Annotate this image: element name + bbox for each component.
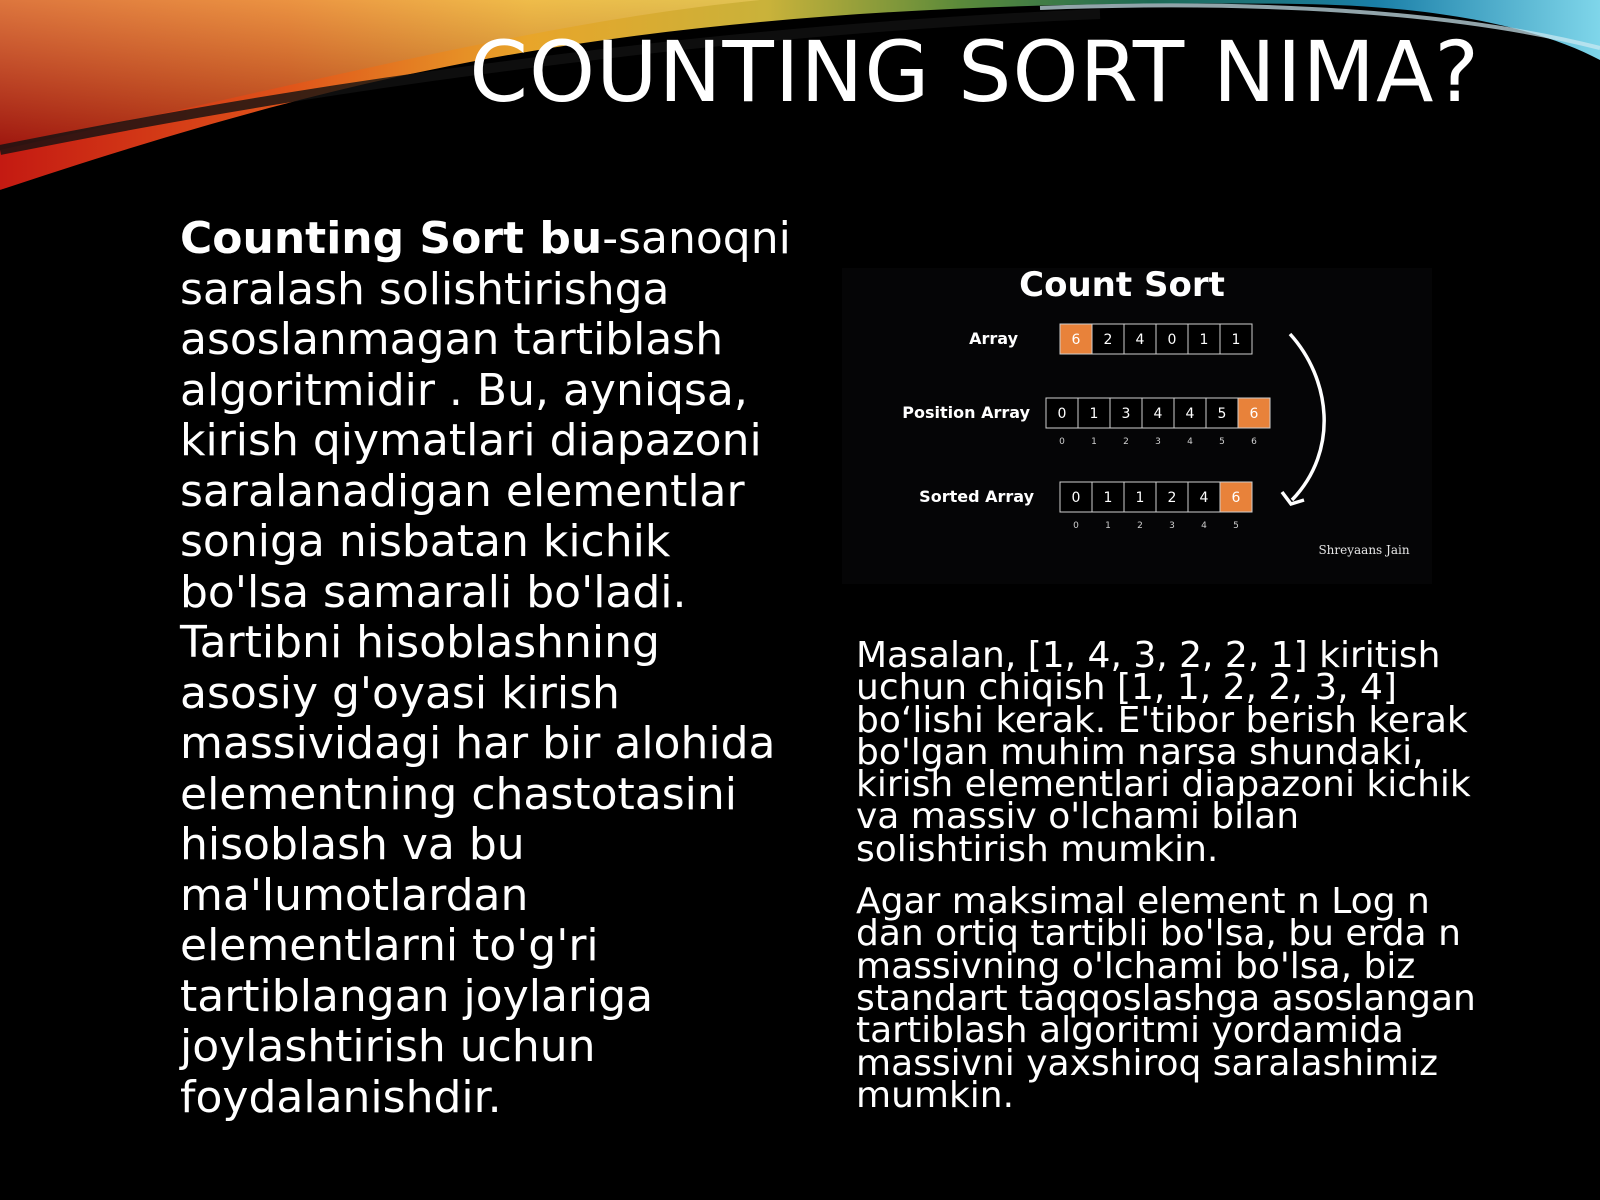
- array-index: 1: [1091, 437, 1097, 447]
- array-cell-value: 1: [1103, 490, 1113, 506]
- slide-title: COUNTING SORT NIMA?: [469, 23, 1480, 121]
- row-label: Position Array: [902, 403, 1030, 422]
- array-index: 5: [1233, 521, 1239, 531]
- curved-arrow: [1290, 334, 1324, 500]
- figure-credit: Shreyaans Jain: [1318, 543, 1410, 557]
- row-label: Array: [969, 329, 1018, 348]
- array-cell-value: 0: [1057, 406, 1067, 422]
- array-cell-value: 6: [1231, 490, 1241, 506]
- array-index: 0: [1073, 521, 1079, 531]
- definition-body: -sanoqni saralash solishtirishga asoslanmagan tartiblash algoritmidir . Bu, ayniqsa, kirish qiymatlari diapazoni saralanadigan elementlar soniga nisbatan kichik bo'lsa samarali bo'ladi. Tartibni hisoblashning asosiy g'oyasi kirish massividagi har bir alohida elementning chastotasini hisoblash va bu ma'lumotlardan elementlarni to'g'ri tartiblangan joylariga joylashtirish uchun foydalanishdir.: [180, 213, 791, 1123]
- array-cell-value: 2: [1103, 332, 1113, 348]
- array-index: 2: [1137, 521, 1143, 531]
- array-index: 4: [1201, 521, 1207, 531]
- array-cell-value: 4: [1185, 406, 1195, 422]
- array-cell-value: 4: [1199, 490, 1209, 506]
- array-cell-value: 5: [1217, 406, 1227, 422]
- array-index: 5: [1219, 437, 1225, 447]
- count-sort-figure: [842, 268, 1432, 584]
- array-index: 6: [1251, 437, 1257, 447]
- example-paragraph: Masalan, [1, 4, 3, 2, 2, 1] kiritish uchun chiqish [1, 1, 2, 2, 3, 4] bo‘lishi kerak. E'tibor berish kerak bo'lgan muhim narsa shundaki, kirish elementlari diapazoni kichik va massiv o'lchami bilan solishtirish mumkin.: [856, 635, 1471, 870]
- figure-title: Count Sort: [1019, 268, 1225, 305]
- array-index: 0: [1059, 437, 1065, 447]
- definition-paragraph: [180, 214, 800, 1123]
- array-index: 1: [1105, 521, 1111, 531]
- array-cell-value: 0: [1071, 490, 1081, 506]
- array-cell-value: 1: [1199, 332, 1209, 348]
- array-cell-value: 4: [1153, 406, 1163, 422]
- array-index: 4: [1187, 437, 1193, 447]
- array-cell-value: 4: [1135, 332, 1145, 348]
- note-paragraph: Agar maksimal element n Log n dan ortiq tartibli bo'lsa, bu erda n massivning o'lchami bo'lsa, biz standart taqqoslashga asoslangan tartiblash algoritmi yordamida massivni yaxshiroq saralashimiz mumkin.: [856, 881, 1476, 1116]
- array-index: 3: [1169, 521, 1175, 531]
- array-cell-value: 6: [1249, 406, 1259, 422]
- array-index: 3: [1155, 437, 1161, 447]
- row-label: Sorted Array: [919, 487, 1034, 506]
- array-cell-value: 3: [1121, 406, 1131, 422]
- array-cell-value: 0: [1167, 332, 1177, 348]
- array-cell-value: 6: [1071, 332, 1081, 348]
- definition-lead: Counting Sort bu: [180, 213, 603, 264]
- array-cell-value: 2: [1167, 490, 1177, 506]
- array-index: 2: [1123, 437, 1129, 447]
- example-text: [856, 635, 1476, 1132]
- array-cell-value: 1: [1089, 406, 1099, 422]
- array-cell-value: 1: [1231, 332, 1241, 348]
- array-cell-value: 1: [1135, 490, 1145, 506]
